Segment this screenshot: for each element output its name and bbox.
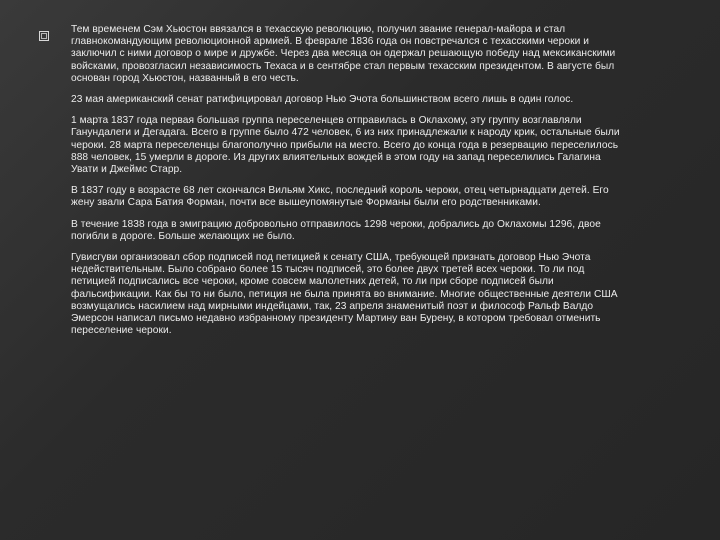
paragraph-senate-ratification: 23 мая американский сенат ратифицировал договор Нью Эчота большинством всего лишь в один голос. <box>71 94 574 106</box>
paragraph-1838-emigration: В течение 1838 года в эмиграцию добровольно отправилось 1298 чероки, добрались до Оклахомы 1296, двое погибли в дороге. Больше желающих не было. <box>71 218 601 242</box>
slide-body-text <box>71 24 621 337</box>
paragraph-william-hicks: В 1837 году в возрасте 68 лет скончался Вильям Хикс, последний король чероки, отец четырнадцати детей. Его жену звали Сара Батия Форман, почти все вышеупомянутые Форманы были его родственниками. <box>71 185 609 209</box>
paragraph-first-emigrant-group: 1 марта 1837 года первая большая группа переселенцев отправилась в Оклахому, эту группу возглавляли Ганундалеги и Дегадага. Всего в группе было 472 человек, 6 из них принадлежали к народу крик, остальные были чероки. 28 марта переселенцы благополучно прибыли на место. Всего до конца года в резервацию переселилось 888 человек, 15 умерли в дороге. Из других влиятельных вождей в этом году на запад переселились Галагина Увати и Джеймс Старр. <box>71 115 620 176</box>
paragraph-houston-revolution: Тем временем Сэм Хьюстон ввязался в техасскую революцию, получил звание генерал-майора и стал главнокомандующим революционной армией. В феврале 1836 года он повстречался с техасскими чероки и заключил с ними договор о мире и дружбе. Через два месяца он одержал решающую победу над мексиканскими войсками, провозгласил независимость Техаса и в сентябре стал первым техасским президентом. В августе был основан город Хьюстон, названный в его честь. <box>71 24 616 84</box>
paragraph-petition-emerson: Гувисгуви организовал сбор подписей под петицией к сенату США, требующей признать договор Нью Эчота недействительным. Было собрано более 15 тысяч подписей, это более двух третей всех чероки. То ли под петицией подписались все чероки, кроме совсем малолетних детей, то ли при сборе подписей были фальсификации. Как бы то ни было, петиция не была принята во внимание. Многие общественные деятели США возмущались насилием над мирными индейцами, так, 23 апреля знаменитый поэт и философ Ральф Валдо Эмерсон написал письмо недавно избранному президенту Мартину ван Бурену, в котором требовал отменить переселение чероки. <box>71 252 618 337</box>
hollow-square-bullet-icon <box>38 30 50 42</box>
